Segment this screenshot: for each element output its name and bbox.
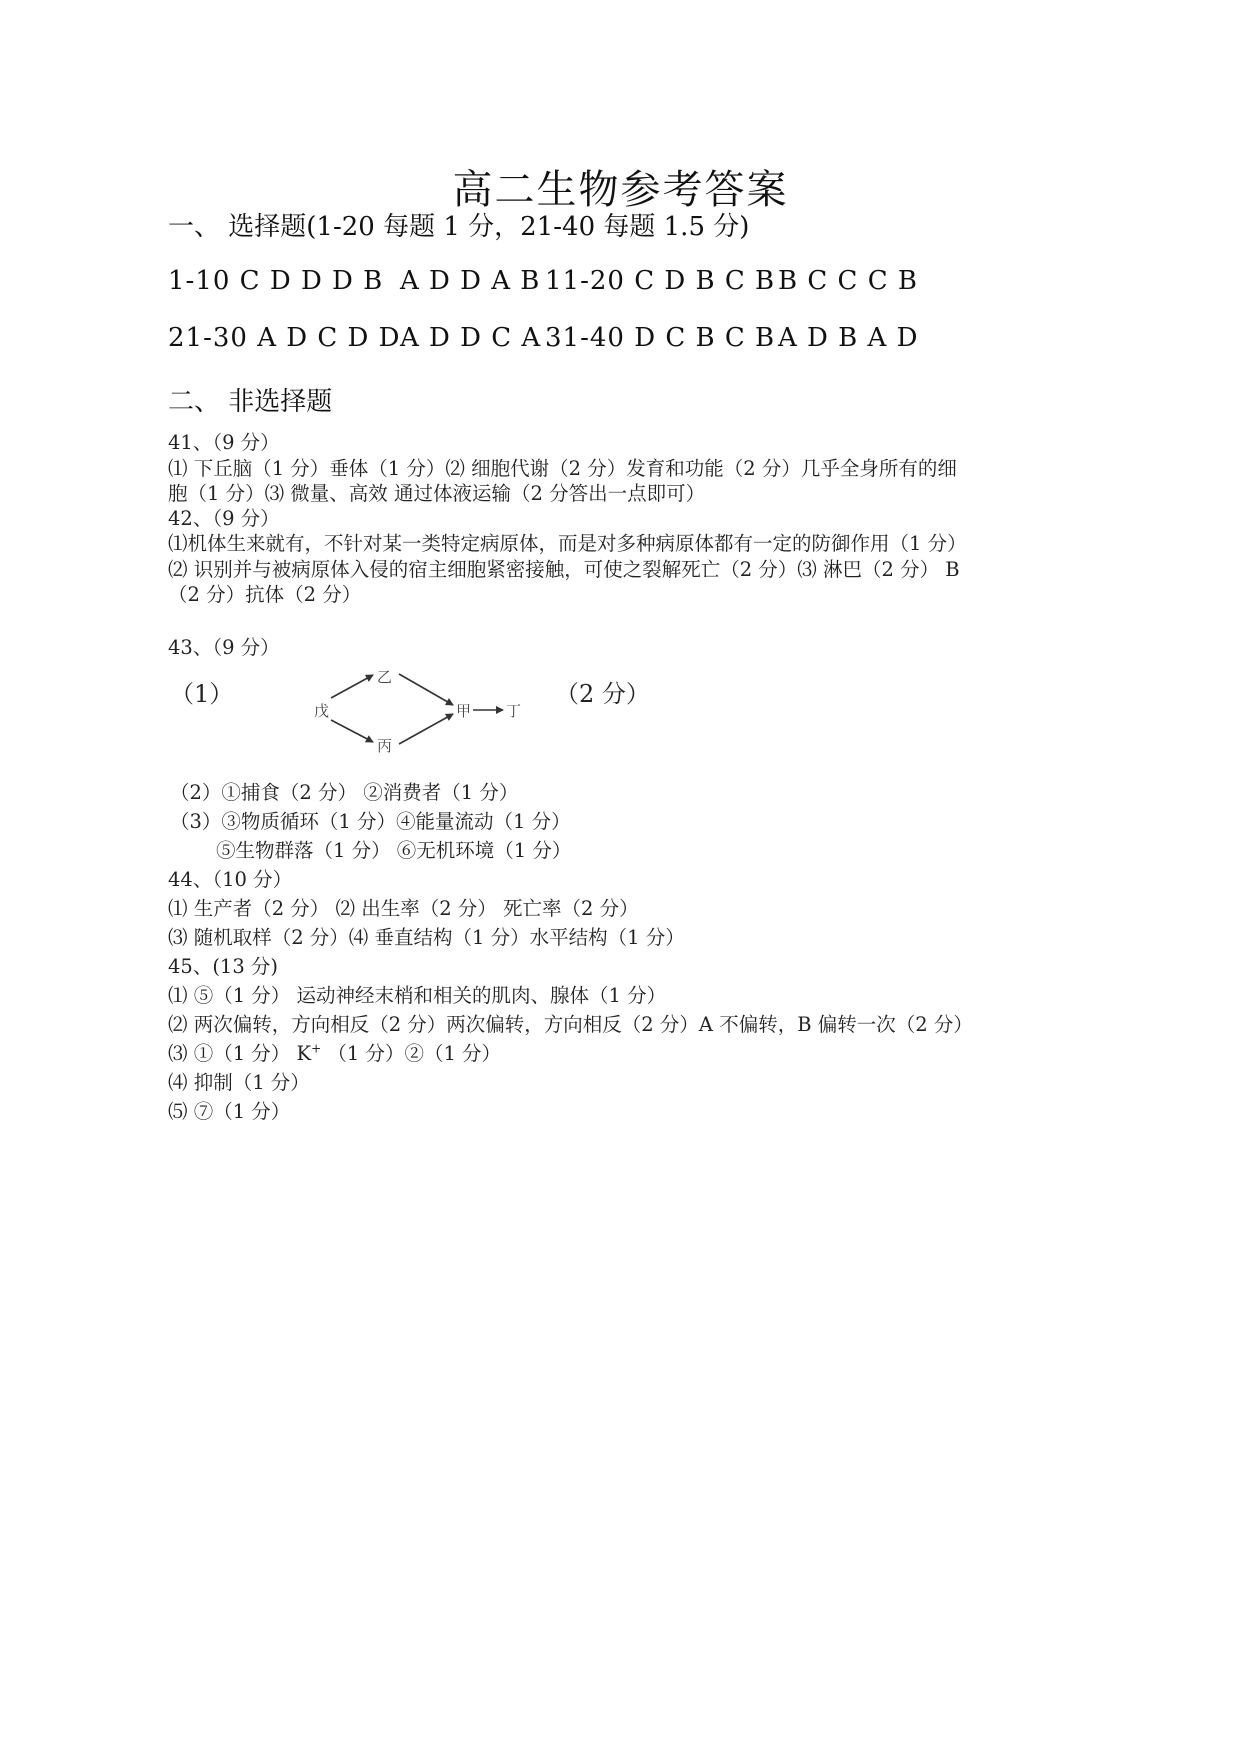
node-wu: 戊 [314,702,330,720]
arrow-yi-to-jia [399,674,453,705]
arrow-wu-to-bing [331,720,373,742]
answer-row-1-part-c: 11-20 C D B C B [545,266,776,296]
q43-part1-label: （1） [170,680,234,708]
q44-heading: 44、（10 分） [168,868,293,891]
arrow-wu-to-yi [331,675,373,698]
q42-line-2: ⑵ 识别并与被病原体入侵的宿主细胞紧密接触，可使之裂解死亡（2 分）⑶ 淋巴（2 分） B [168,558,960,581]
q43-line-3: （3）③物质循环（1 分）④能量流动（1 分） [170,810,571,833]
q45-line-3-end: （1 分）②（1 分） [321,1042,502,1065]
q45-line-5: ⑸ ⑦（1 分） [168,1100,291,1123]
answer-row-2-part-c: 31-40 D C B C B [545,323,776,353]
q45-line-2: ⑵ 两次偏转，方向相反（2 分）两次偏转，方向相反（2 分）A 不偏转，B 偏转一次（2 分） [168,1013,973,1036]
q43-line-2: （2）①捕食（2 分） ②消费者（1 分） [170,781,519,804]
q45-line-4: ⑷ 抑制（1 分） [168,1071,310,1094]
q42-heading: 42、（9 分） [168,507,280,530]
q42-line-1: ⑴机体生来就有，不针对某一类特定病原体，而是对多种病原体都有一定的防御作用（1 分） [168,532,967,555]
answer-row-1-part-b: A D D A B [400,266,541,296]
node-ding: 丁 [506,702,522,720]
q43-line-4: ⑤生物群落（1 分） ⑥无机环境（1 分） [216,839,572,862]
arrow-bing-to-jia [399,714,453,744]
answer-row-2-part-b: A D D C A [400,323,542,353]
q41-line-2: 胞（1 分）⑶ 微量、高效 通过体液运输（2 分答出一点即可） [168,482,706,505]
section2-heading: 二、 非选择题 [168,387,333,417]
node-jia: 甲 [456,702,472,720]
q41-heading: 41、（9 分） [168,431,280,454]
q45-line-3 [168,1038,501,1066]
page-title: 高二生物参考答案 [452,167,789,213]
answer-row-1-part-d: B C C C B [778,266,918,296]
answer-row-2-part-a: 21-30 A D C D D [168,323,401,353]
answer-row-1-part-a: 1-10 C D D D B [168,266,384,296]
q44-line-2: ⑶ 随机取样（2 分）⑷ 垂直结构（1 分）水平结构（1 分） [168,926,685,949]
q45-heading: 45、(13 分) [168,955,279,978]
food-web-diagram [305,660,535,756]
potassium-superscript: + [311,1041,322,1056]
node-yi: 乙 [377,668,393,686]
q45-line-3-start: ⑶ ①（1 分） K [168,1042,312,1065]
q42-line-3: （2 分）抗体（2 分） [168,583,362,606]
section1-heading: 一、 选择题(1-20 每题 1 分，21-40 每题 1.5 分) [168,212,750,242]
q41-line-1: ⑴ 下丘脑（1 分）垂体（1 分）⑵ 细胞代谢（2 分）发育和功能（2 分）几乎全身所有的细 [168,457,957,480]
q43-heading: 43、（9 分） [168,636,280,659]
q45-line-1: ⑴ ⑤（1 分） 运动神经末梢和相关的肌肉、腺体（1 分） [168,984,667,1007]
q43-part1-score: （2 分） [555,680,650,708]
answer-row-2-part-d: A D B A D [778,323,919,353]
node-bing: 丙 [377,737,393,755]
q44-line-1: ⑴ 生产者（2 分） ⑵ 出生率（2 分） 死亡率（2 分） [168,897,639,920]
